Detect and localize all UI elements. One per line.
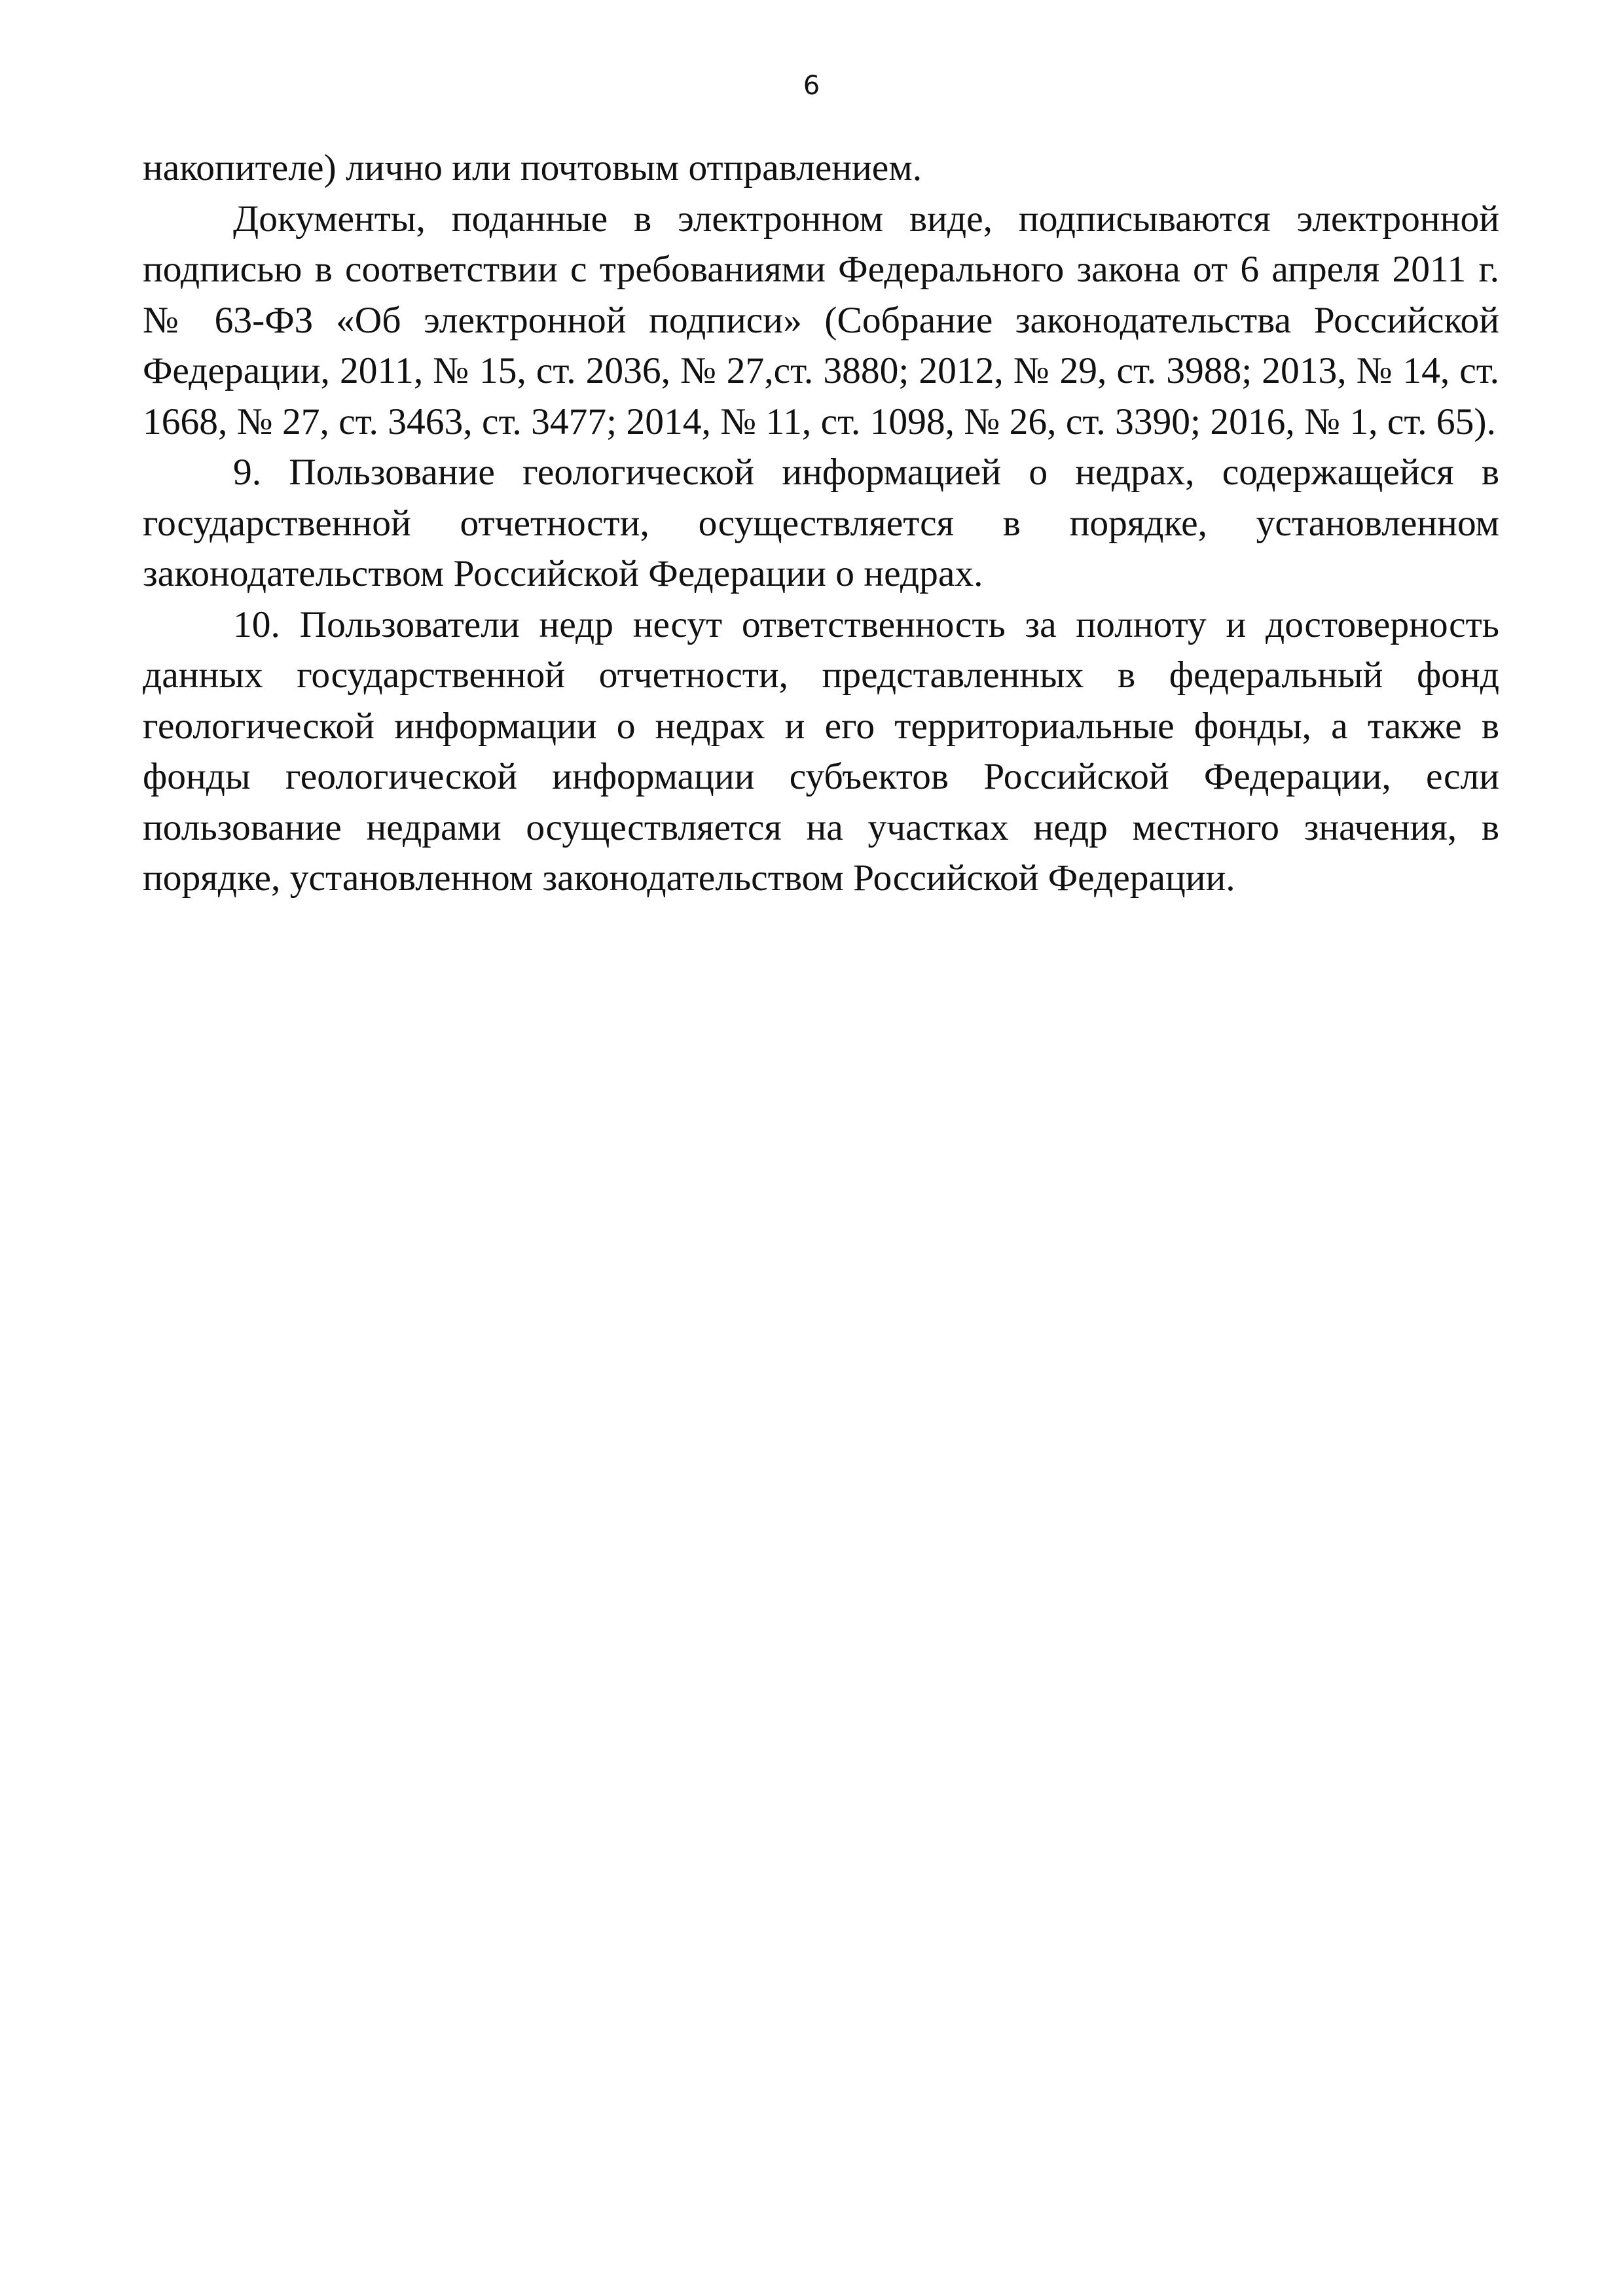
paragraph-item-10: 10. Пользователи недр несут ответственность за полноту и достоверность данных государственной отчетности, представленных в федеральный фонд геологической информации о недрах и его территориальные фонды, а также в фонды геологической информации субъектов Российской Федерации, если пользование недрами осуществляется на участках недр местного значения, в порядке, установленном законодательством Российской Федерации. bbox=[143, 603, 1499, 899]
paragraph-continuation: накопителе) лично или почтовым отправлением. bbox=[143, 147, 922, 188]
page-number: 6 bbox=[803, 71, 820, 101]
paragraph-item-9: 9. Пользование геологической информацией о недрах, содержащейся в государственной отчетности, осуществляется в порядке, установленном законодательством Российской Федерации о недрах. bbox=[143, 452, 1499, 594]
document-body bbox=[143, 143, 1499, 904]
paragraph-electronic-documents: Документы, поданные в электронном виде, подписываются электронной подписью в соответствии с требованиями Федерального закона от 6 апреля 2011 г. № 63-ФЗ «Об электронной подписи» (Собрание законодательства Российской Федерации, 2011, № 15, ст. 2036, № 27,ст. 3880; 2012, № 29, ст. 3988; 2013, № 14, ст. 1668, № 27, ст. 3463, ст. 3477; 2014, № 11, ст. 1098, № 26, ст. 3390; 2016, № 1, ст. 65). bbox=[143, 198, 1499, 442]
